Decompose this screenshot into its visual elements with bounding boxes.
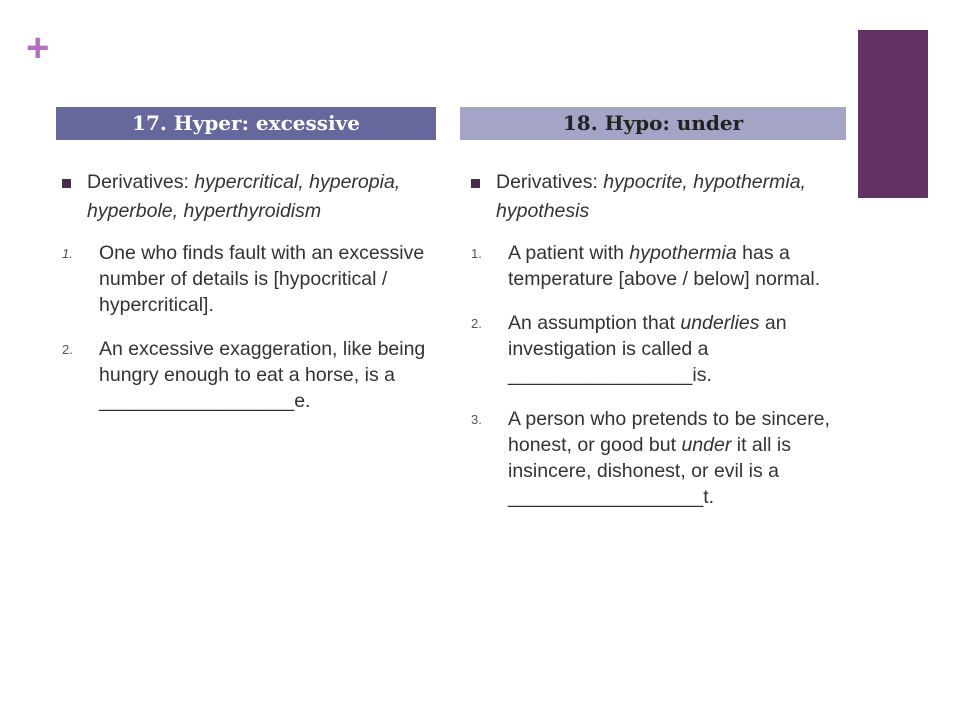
item-text-start: A patient with (508, 242, 630, 264)
bullet-square-icon (471, 179, 480, 188)
item-text-end: it all is insincere, dishonest, or evil is a __________________t. (508, 434, 791, 508)
column-hyper (60, 168, 430, 432)
item-text-end: an investigation is called a _________________is. (508, 312, 787, 386)
item-number: 1. (471, 246, 482, 261)
item-text-start: A person who pretends to be sincere, honest, or good but (508, 408, 830, 456)
item-emphasis: under (681, 434, 732, 456)
item-number: 2. (471, 316, 482, 331)
question-item (60, 240, 430, 318)
bullet-square-icon (62, 179, 71, 188)
item-text: An excessive exaggeration, like being hungry enough to eat a horse, is a __________________e. (99, 338, 426, 412)
item-number: 3. (471, 412, 482, 427)
item-text-end: has a temperature [above / below] normal. (508, 242, 821, 290)
item-emphasis: underlies (680, 312, 760, 334)
derivatives-hypo (469, 168, 839, 226)
column-hypo (469, 168, 839, 528)
corner-accent-bar (858, 30, 928, 198)
header-hyper: 17. Hyper: excessive (56, 107, 436, 140)
header-hypo: 18. Hypo: under (460, 107, 846, 140)
derivatives-words: hypocrite, hypothermia, hypothesis (496, 171, 806, 222)
item-number: 2. (62, 342, 73, 357)
question-item (469, 310, 839, 388)
derivatives-hyper (60, 168, 430, 226)
question-item (60, 336, 430, 414)
item-number: 1. (62, 246, 73, 261)
question-item (469, 240, 839, 292)
item-text: One who finds fault with an excessive number of details is [hypocritical / hypercritical]. (99, 242, 425, 316)
item-text-start: An assumption that (508, 312, 681, 334)
derivatives-words: hypercritical, hyperopia, hyperbole, hyperthyroidism (87, 171, 401, 222)
plus-icon: + (26, 26, 50, 70)
question-item (469, 406, 839, 510)
derivatives-label: Derivatives: (496, 171, 604, 193)
item-emphasis: hypothermia (629, 242, 737, 264)
derivatives-label: Derivatives: (87, 171, 195, 193)
